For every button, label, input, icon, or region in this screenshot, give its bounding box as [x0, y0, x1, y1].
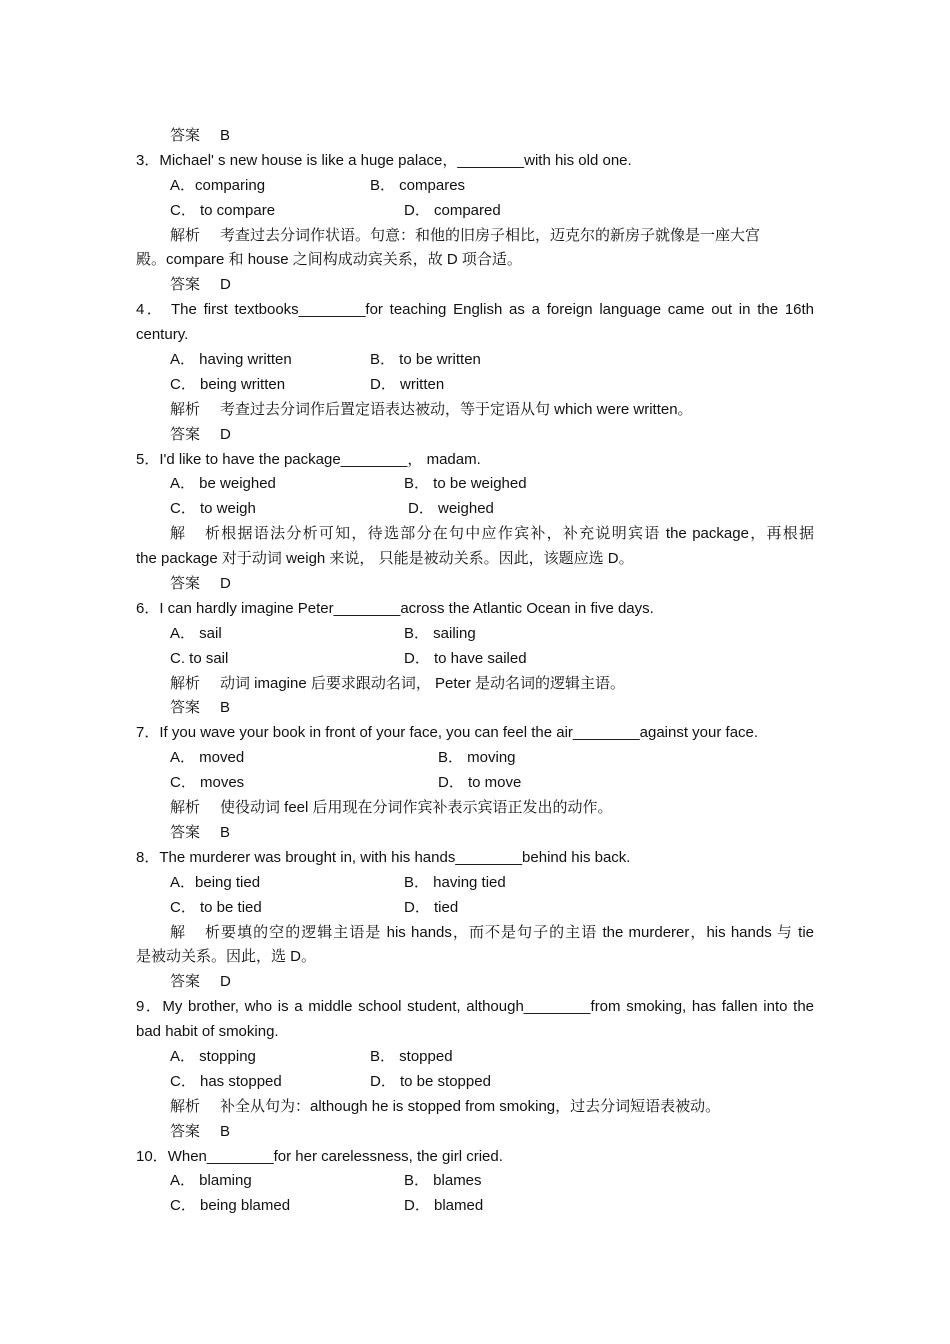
option-b: B． stopped: [370, 1047, 453, 1065]
explanation-label: 解析: [170, 400, 201, 418]
question-8-stem: [136, 846, 814, 871]
question-text: The murderer was brought in, with his hands________behind his back.: [159, 848, 631, 866]
question-6-stem: [136, 597, 814, 622]
option-c: C． being written: [170, 375, 286, 393]
question-text: I'd like to have the package________， madam.: [159, 450, 481, 468]
answer-value: B: [220, 699, 231, 717]
options-row: [136, 1194, 814, 1219]
answer-label: 答案: [170, 823, 201, 841]
option-b: B． to be weighed: [404, 475, 527, 493]
options-row: [136, 622, 814, 647]
explanation-continuation: the package 对于动词 weigh 来说， 只能是被动关系。因此，该题应选 D。: [136, 550, 634, 568]
option-d: D． to move: [438, 774, 522, 792]
answer-line: [136, 970, 814, 995]
options-row: [136, 348, 814, 373]
explanation-label: 解析: [170, 923, 220, 941]
question-text: When________for her carelessness, the girl cried.: [167, 1147, 503, 1165]
answer-line: [136, 1120, 814, 1145]
options-row: [136, 871, 814, 896]
options-row: [136, 497, 814, 522]
explanation-line: [136, 1095, 814, 1120]
explanation-text: 使役动词 feel 后用现在分词作宾补表示宾语正发出的动作。: [220, 799, 613, 817]
option-b: B． to be written: [370, 351, 481, 369]
question-text-continuation: bad habit of smoking.: [136, 1023, 279, 1041]
explanation-text: 考查过去分词作后置定语表达被动，等于定语从句 which were written。: [220, 400, 693, 418]
answer-line: [136, 423, 814, 448]
option-c: C． has stopped: [170, 1072, 282, 1090]
explanation-line: [136, 672, 814, 697]
options-row: [136, 1045, 814, 1070]
answer-value: B: [220, 1122, 231, 1140]
answer-label: 答案: [170, 276, 201, 294]
option-a: A． stopping: [170, 1047, 256, 1065]
explanation-text: 根据语法分析可知，待选部分在句中应作宾补，补充说明宾语 the package，再根据: [220, 525, 814, 543]
option-a: A．being tied: [170, 873, 261, 891]
question-text: Michael' s new house is like a huge palace，________with his old one.: [159, 151, 632, 169]
question-5-stem: [136, 448, 814, 473]
explanation-label: 解析: [170, 799, 201, 817]
option-d: D． blamed: [404, 1197, 484, 1215]
explanation-continuation: 殿。compare 和 house 之间构成动宾关系，故 D 项合适。: [136, 251, 522, 269]
question-number: 6．: [136, 599, 160, 617]
answer-label: 答案: [170, 973, 201, 991]
question-number: 5．: [136, 450, 160, 468]
question-text-continuation: century.: [136, 326, 189, 344]
explanation-continuation: 是被动关系。因此，选 D。: [136, 948, 317, 966]
question-9-stem: [136, 995, 814, 1020]
answer-value: D: [220, 425, 231, 443]
question-10-stem: [136, 1145, 814, 1170]
options-row: [136, 199, 814, 224]
option-b: B． blames: [404, 1172, 482, 1190]
answer-value: D: [220, 575, 231, 593]
option-d: D． tied: [404, 898, 459, 916]
option-a: A． be weighed: [170, 475, 276, 493]
question-number: 8．: [136, 848, 160, 866]
option-d: D． compared: [404, 201, 501, 219]
explanation-line: [136, 224, 814, 249]
options-row: [136, 174, 814, 199]
answer-label: 答案: [170, 1122, 201, 1140]
answer-value: D: [220, 973, 231, 991]
question-number: 3．: [136, 151, 160, 169]
worksheet-page: [136, 124, 814, 1219]
question-4-stem: [136, 298, 814, 323]
option-a: A．comparing: [170, 176, 266, 194]
explanation-text: 补全从句为：although he is stopped from smoking，过去分词短语表被动。: [220, 1097, 721, 1115]
answer-line: [136, 124, 814, 149]
options-row: [136, 771, 814, 796]
options-row: [136, 647, 814, 672]
options-row: [136, 896, 814, 921]
explanation-label: 解析: [170, 226, 201, 244]
explanation-text: 要填的空的逻辑主语是 his hands，而不是句子的主语 the murderer，his hands 与 tie: [220, 923, 814, 941]
explanation-line: [136, 398, 814, 423]
answer-label: 答案: [170, 425, 201, 443]
option-c: C． to compare: [170, 201, 276, 219]
options-row: [136, 746, 814, 771]
answer-label: 答案: [170, 699, 201, 717]
explanation-text: 考查过去分词作状语。句意：和他的旧房子相比，迈克尔的新房子就像是一座大宫: [220, 226, 761, 244]
option-b: B． compares: [370, 176, 466, 194]
question-text: I can hardly imagine Peter________across the Atlantic Ocean in five days.: [159, 599, 654, 617]
answer-value: B: [220, 127, 231, 144]
option-d: D． to have sailed: [404, 649, 527, 667]
option-a: A． moved: [170, 749, 245, 767]
option-c: C． to weigh: [170, 500, 256, 518]
explanation-label: 解析: [170, 525, 220, 543]
option-d: D． written: [370, 375, 445, 393]
explanation-label: 解析: [170, 674, 201, 692]
option-c: C． being blamed: [170, 1197, 291, 1215]
explanation-text: 动词 imagine 后要求跟动名词， Peter 是动名词的逻辑主语。: [220, 674, 626, 692]
option-b: B． sailing: [404, 624, 476, 642]
answer-value: B: [220, 823, 231, 841]
question-text: If you wave your book in front of your face, you can feel the air________against your face.: [159, 724, 759, 742]
option-d: D． to be stopped: [370, 1072, 491, 1090]
explanation-line: [136, 796, 814, 821]
options-row: [136, 1070, 814, 1095]
option-a: A． sail: [170, 624, 222, 642]
answer-line: [136, 696, 814, 721]
options-row: [136, 472, 814, 497]
question-number: 7．: [136, 724, 160, 742]
options-row: [136, 373, 814, 398]
answer-label: 答案: [170, 575, 201, 593]
answer-label: 答案: [170, 127, 201, 144]
question-7-stem: [136, 721, 814, 746]
option-b: B． having tied: [404, 873, 506, 891]
answer-value: D: [220, 276, 231, 294]
option-a: A． having written: [170, 351, 292, 369]
option-d: D． weighed: [408, 500, 494, 518]
option-c: C． to be tied: [170, 898, 262, 916]
option-a: A． blaming: [170, 1172, 252, 1190]
answer-line: [136, 273, 814, 298]
option-c: C． moves: [170, 774, 245, 792]
question-text: My brother, who is a middle school student, although________from smoking, has fallen into the: [162, 998, 814, 1016]
question-3-stem: [136, 149, 814, 174]
explanation-line: [136, 921, 814, 946]
explanation-line: [136, 522, 814, 547]
question-number: 4．: [136, 301, 165, 319]
option-c: C. to sail: [170, 649, 229, 667]
answer-line: [136, 572, 814, 597]
option-b: B． moving: [438, 749, 516, 767]
options-row: [136, 1169, 814, 1194]
question-text: The first textbooks________for teaching English as a foreign language came out in the 16th: [170, 301, 814, 319]
question-number: 9．: [136, 998, 163, 1016]
question-number: 10．: [136, 1147, 168, 1165]
answer-line: [136, 821, 814, 846]
explanation-label: 解析: [170, 1097, 201, 1115]
